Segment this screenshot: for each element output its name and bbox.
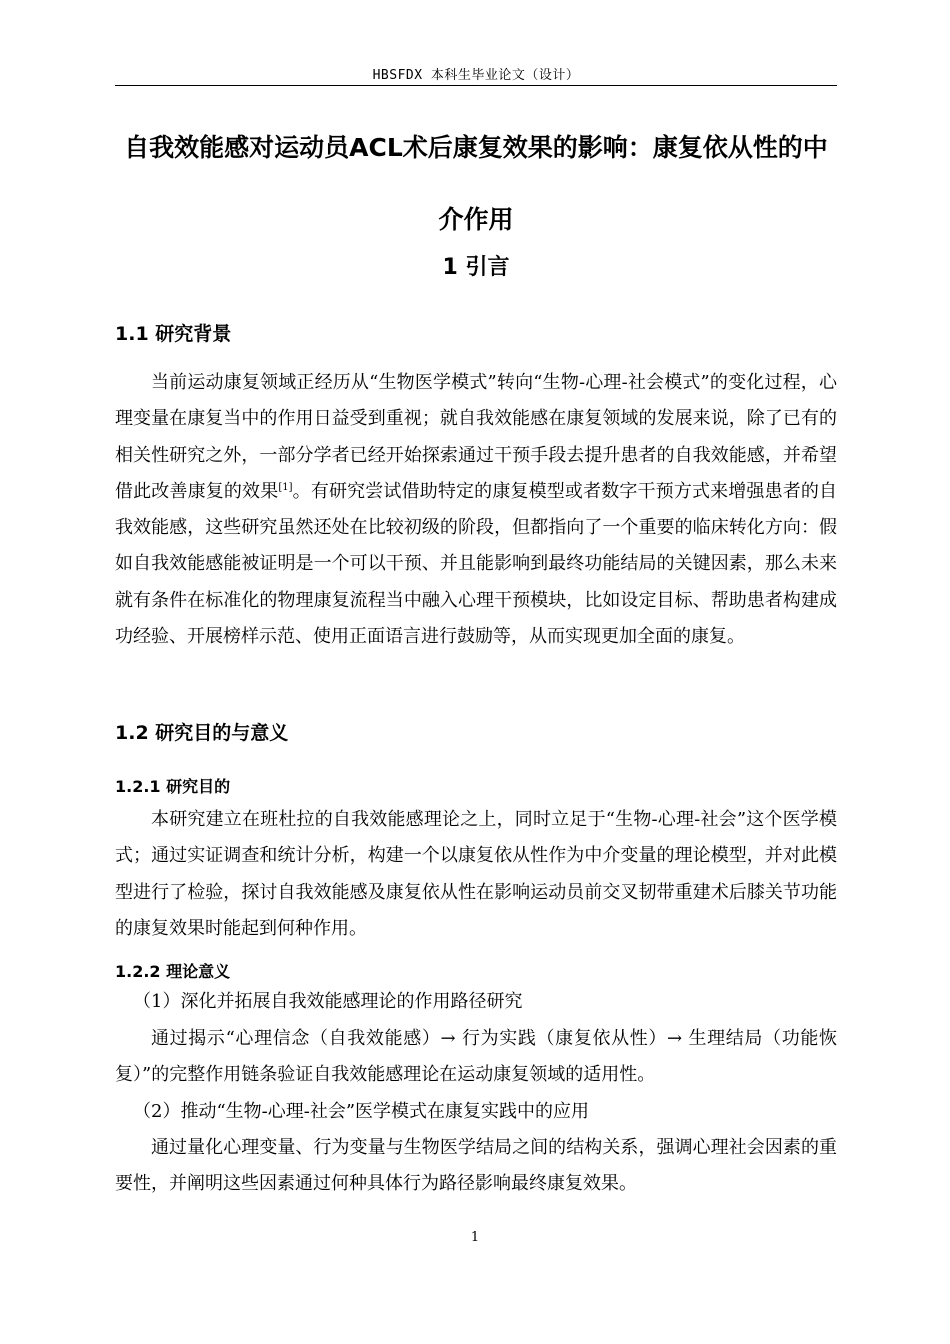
background-text-part1: 当前运动康复领域正经历从“生物医学模式”转向“生物-心理-社会模式”的变化过程，心理变量在康复当中的作用日益受到重视；就自我效能感在康复领域的发展来说，除了已有的相关性研究之外，一部分学者已经开始探索通过干预手段去提升患者的自我效能感，并希望借此改善康复的效果	[115, 372, 837, 502]
purpose-paragraph: 本研究建立在班杜拉的自我效能感理论之上，同时立足于“生物-心理-社会”这个医学模式；通过实证调查和统计分析，构建一个以康复依从性作为中介变量的理论模型，并对此模型进行了检验，探讨自我效能感及康复依从性在影响运动员前交叉韧带重建术后膝关节功能的康复效果时能起到何种作用。	[115, 809, 837, 939]
theory-item-2: （2）推动“生物-心理-社会”医学模式在康复实践中的应用	[133, 1101, 590, 1122]
section-heading-introduction: 1 引言	[442, 255, 510, 280]
paper-title	[115, 112, 837, 256]
page-number: 1	[470, 1230, 480, 1245]
title-line-1: 自我效能感对运动员ACL术后康复效果的影响：康复依从性的中	[124, 133, 828, 162]
running-header: HBSFDX 本科生毕业论文（设计）	[372, 68, 580, 83]
subsection-heading-theoretical-significance: 1.2.2 理论意义	[115, 962, 231, 981]
theory-item-1: （1）深化并拓展自我效能感理论的作用路径研究	[133, 991, 523, 1012]
section-heading-purpose-significance: 1.2 研究目的与意义	[115, 722, 289, 744]
theory-paragraph-1: 通过揭示“心理信念（自我效能感）→ 行为实践（康复依从性）→ 生理结局（功能恢复）”的完整作用链条验证自我效能感理论在运动康复领域的适用性。	[115, 1028, 837, 1086]
section-heading-background: 1.1 研究背景	[115, 323, 232, 345]
subsection-heading-purpose: 1.2.1 研究目的	[115, 777, 231, 796]
title-line-2: 介作用	[438, 205, 514, 234]
theory-paragraph-2: 通过量化心理变量、行为变量与生物医学结局之间的结构关系，强调心理社会因素的重要性，并阐明这些因素通过何种具体行为路径影响最终康复效果。	[115, 1137, 837, 1195]
background-text-part2: 。有研究尝试借助特定的康复模型或者数字干预方式来增强患者的自我效能感，这些研究虽然还处在比较初级的阶段，但都指向了一个重要的临床转化方向：假如自我效能感能被证明是一个可以干预、并且能影响到最终功能结局的关键因素，那么未来就有条件在标准化的物理康复流程当中融入心理干预模块，比如设定目标、帮助患者构建成功经验、开展榜样示范、使用正面语言进行鼓励等，从而实现更加全面的康复。	[115, 480, 838, 648]
background-paragraph	[115, 365, 837, 655]
citation-ref: [1]	[278, 481, 293, 493]
header-divider	[115, 85, 837, 86]
